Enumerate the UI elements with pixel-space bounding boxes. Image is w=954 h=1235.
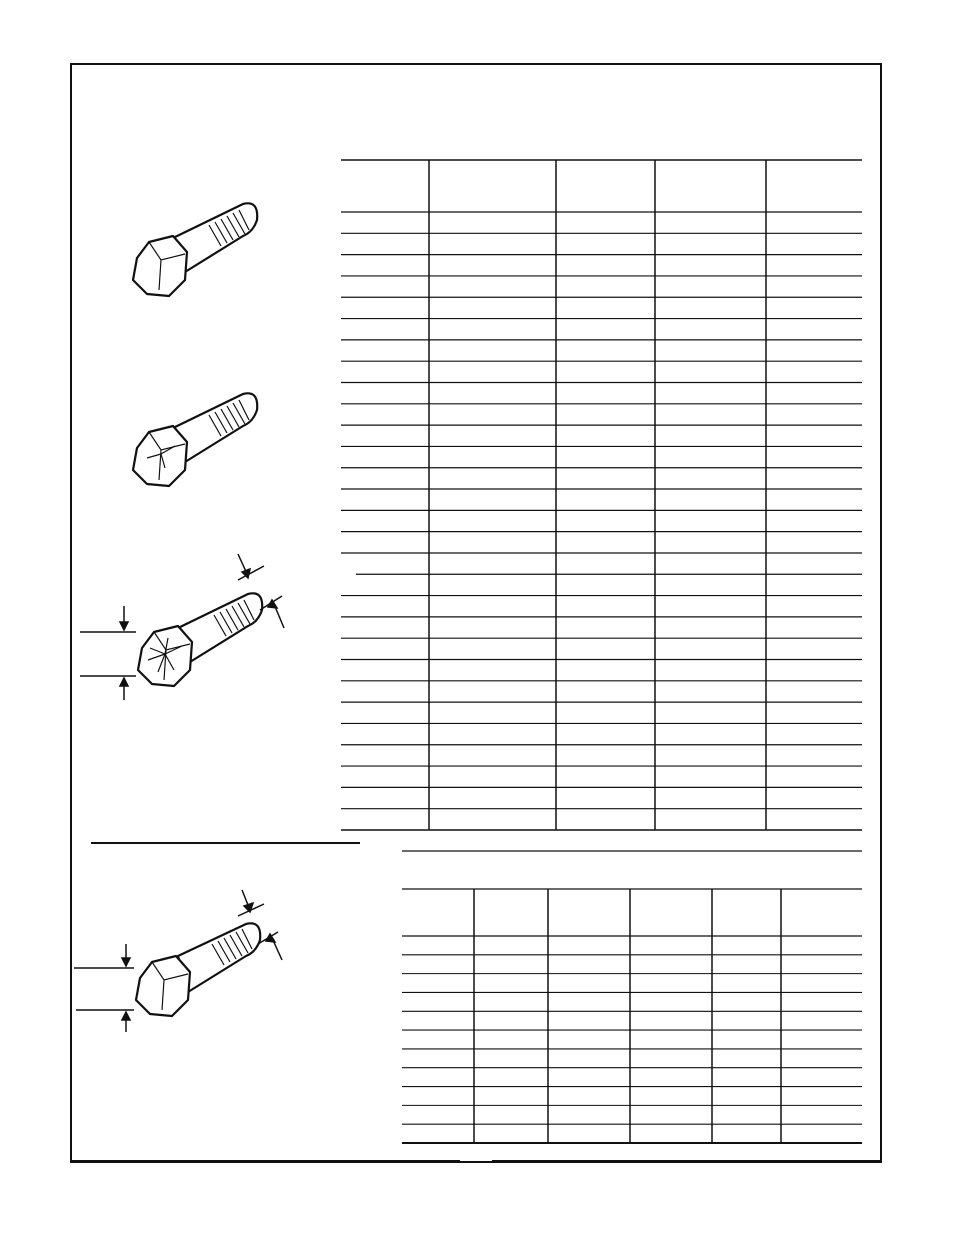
bolt-grade-2-icon — [125, 198, 265, 303]
footer-rule-right — [492, 1160, 880, 1162]
footer-rule-left — [72, 1160, 460, 1162]
bolt-grade-8-icon — [78, 550, 288, 705]
metric-bolt-icon — [74, 886, 284, 1036]
section-divider — [91, 842, 360, 844]
bolt-grade-5-icon — [125, 388, 265, 493]
